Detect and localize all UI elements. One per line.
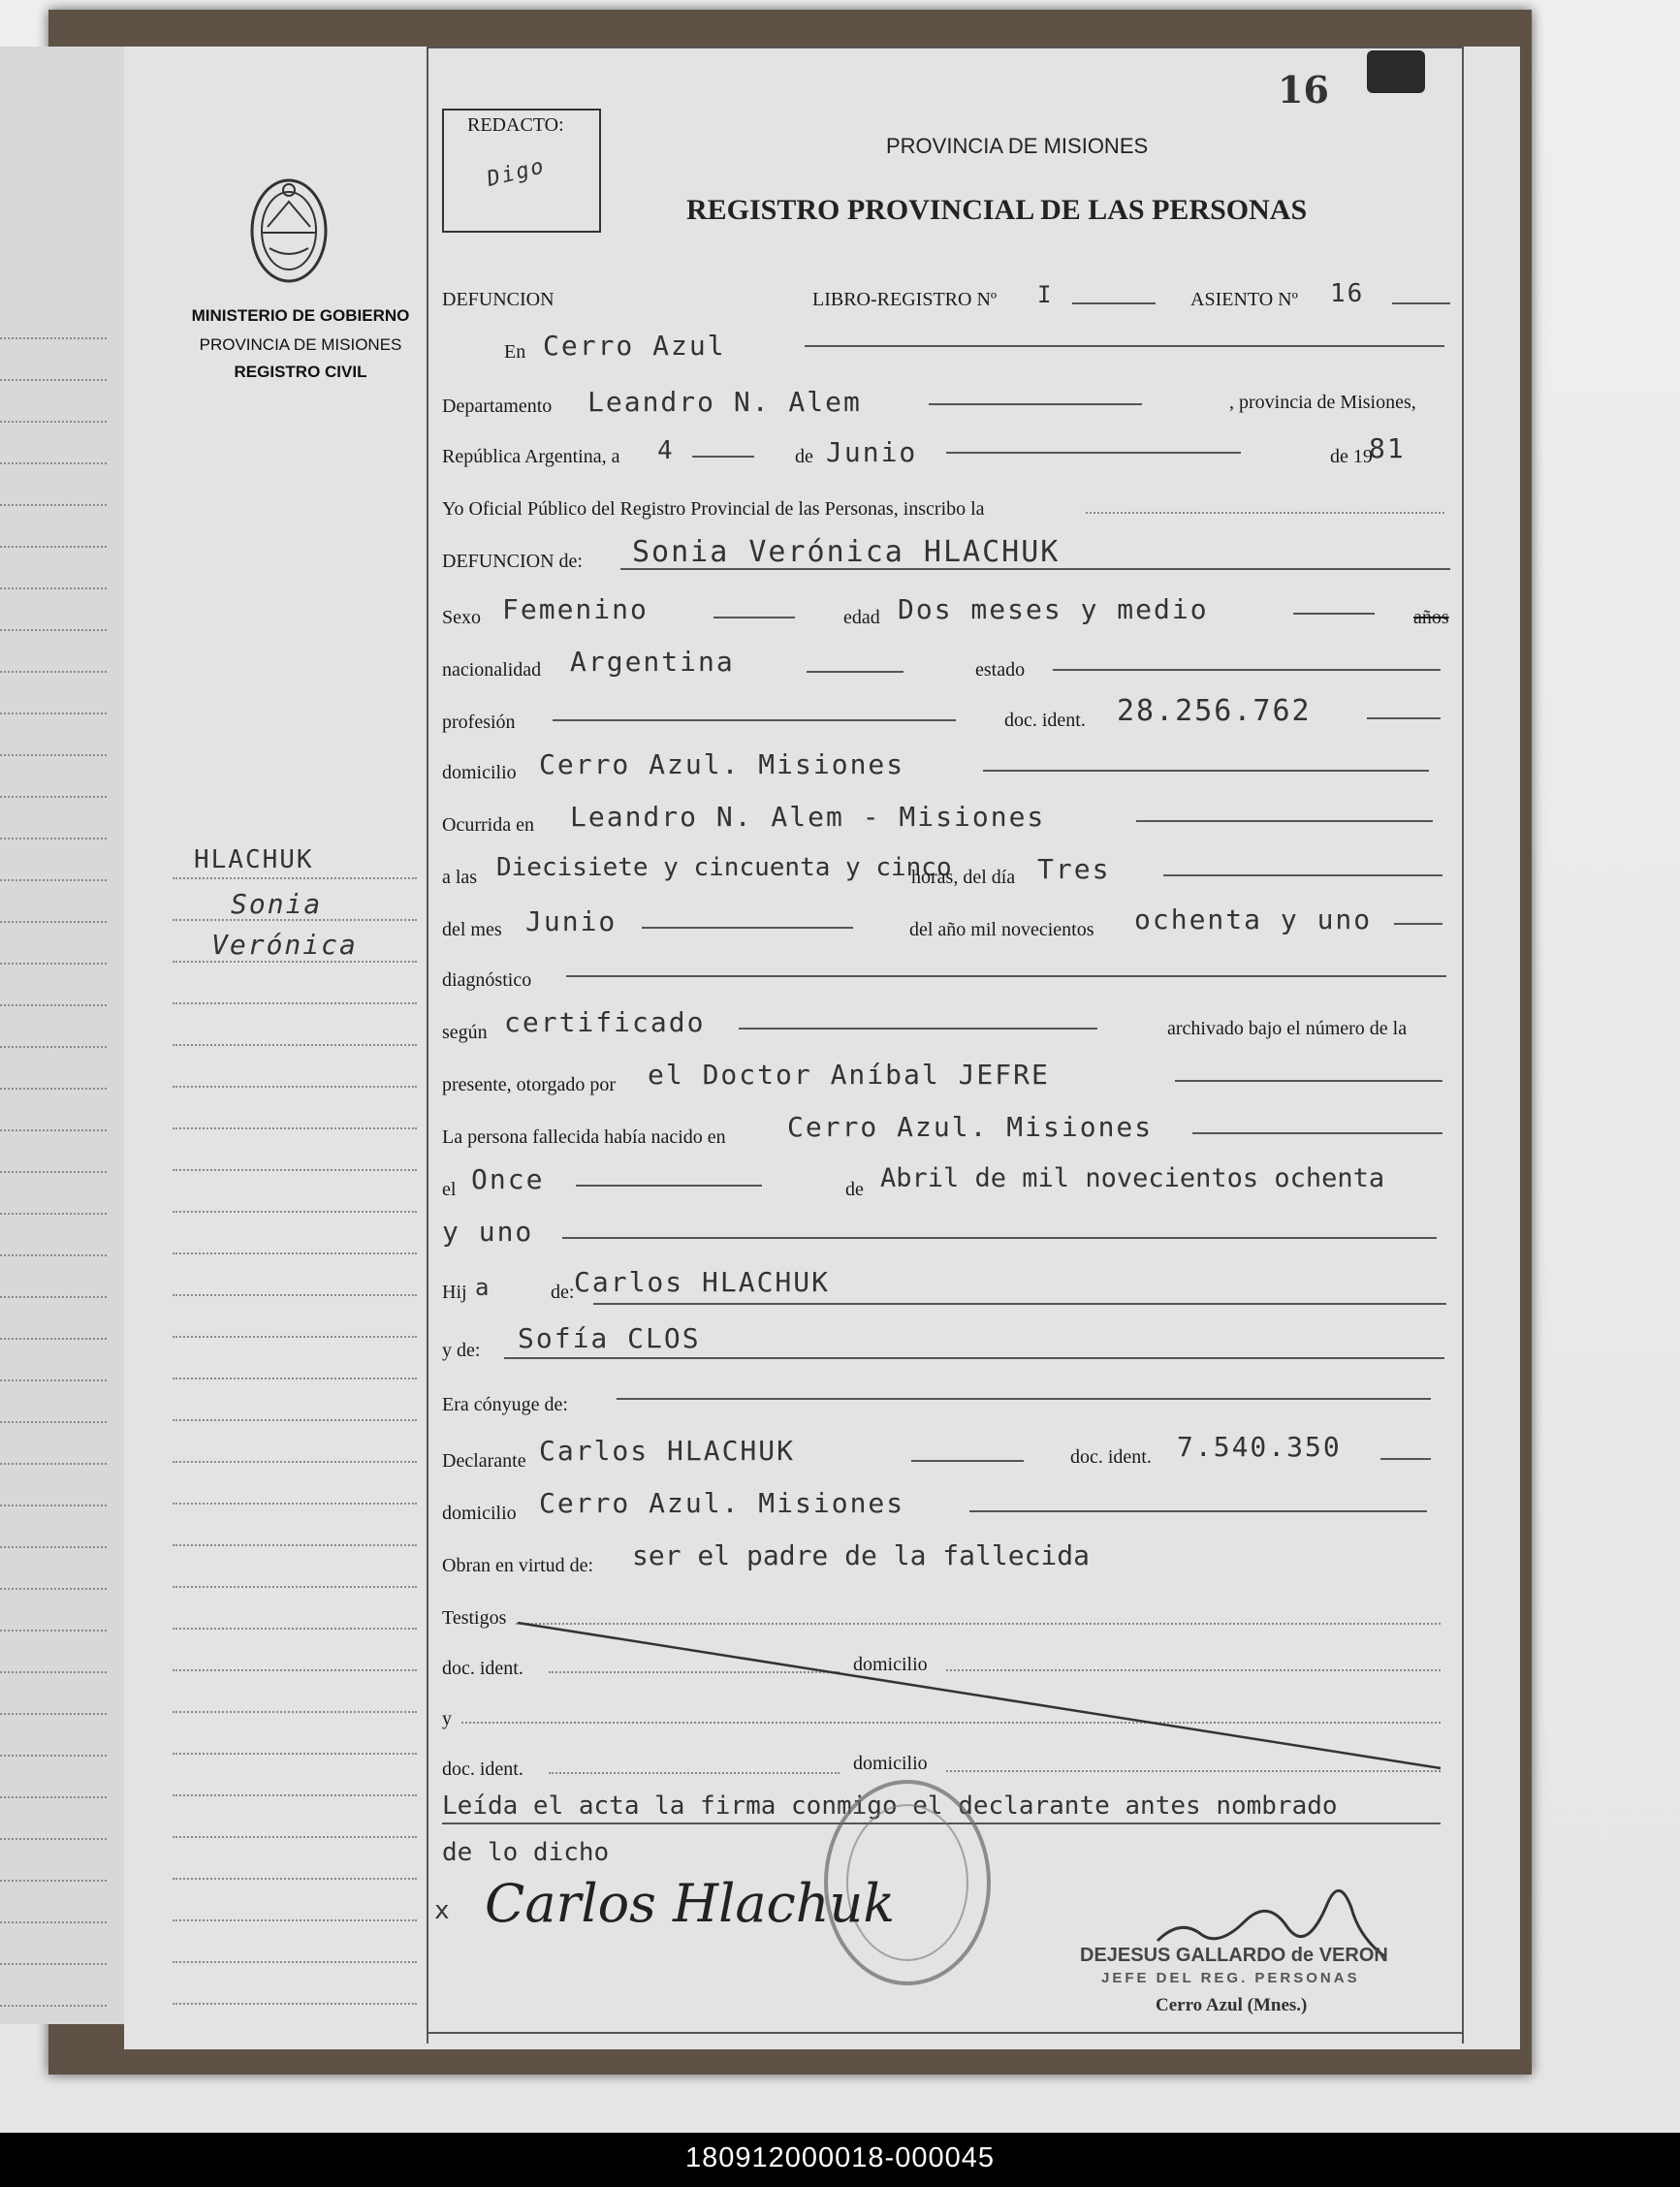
y-label: y [442,1708,452,1729]
sexo-line [713,617,795,618]
facing-page-rule [0,1921,107,1923]
testigos-doc-label: doc. ident. [442,1658,523,1679]
doc-ident-line [1367,717,1441,719]
margin-rule [173,1669,417,1671]
de-abril-value: Abril de mil novecientos ochenta [880,1163,1385,1193]
facing-page-rule [0,1088,107,1090]
facing-page-rule [0,462,107,464]
facing-page-rule [0,1129,107,1131]
facing-page-rule [0,754,107,756]
el-value: Once [471,1163,545,1195]
profesion-line [553,719,956,721]
ministry-line-3: REGISTRO CIVIL [234,363,367,381]
estado-label: estado [975,659,1026,681]
a-las-label: a las [442,867,478,888]
testigos-label: Testigos [442,1607,507,1629]
facing-page-rule [0,671,107,673]
ocurrida-value: Leandro N. Alem - Misiones [570,801,1046,833]
segun-label: según [442,1022,488,1043]
defuncion-de-label: DEFUNCION de: [442,551,583,572]
oficial-label: Yo Oficial Público del Registro Provincial de las Personas, inscribo la [442,498,985,520]
facing-page-rule [0,1838,107,1840]
ministry-line-2: PROVINCIA DE MISIONES [199,335,402,354]
facing-page-rule [0,379,107,381]
margin-rule [173,877,417,879]
estado-line [1053,669,1441,671]
page-number: 16 [1278,68,1329,111]
province-header: PROVINCIA DE MISIONES [886,134,1149,158]
sexo-value: Femenino [502,593,649,625]
en-label: En [504,341,526,363]
testigos2-doc-label: doc. ident. [442,1759,523,1780]
nacido-value: Cerro Azul. Misiones [787,1111,1154,1143]
domicilio-label: domicilio [442,762,517,783]
registry-title: REGISTRO PROVINCIAL DE LAS PERSONAS [686,194,1308,226]
margin-surname: HLACHUK [194,845,314,874]
facing-page-rule [0,546,107,548]
margin-rule [173,1127,417,1129]
facing-page-rule [0,629,107,631]
departamento-line [929,403,1142,405]
margin-rule [173,1503,417,1505]
month-value: Junio [826,436,918,468]
defuncion-label: DEFUNCION [442,289,555,310]
margin-rule [173,1586,417,1588]
asiento-label: ASIENTO Nº [1190,289,1298,310]
y-de-label: y de: [442,1340,481,1361]
testigos2-domicilio-label: domicilio [853,1753,928,1774]
margin-rule [173,1794,417,1796]
defuncion-de-line [620,568,1450,570]
day-value: 4 [657,436,675,465]
facing-page-rule [0,1254,107,1256]
redacto-initials: Digo [484,153,549,193]
margin-rule [173,1419,417,1421]
ocurrida-label: Ocurrida en [442,814,534,836]
facing-page-rule [0,838,107,840]
oficial-line [1086,512,1444,514]
year-value: 81 [1369,432,1406,464]
official-name: DEJESUS GALLARDO de VERON [1080,1945,1388,1966]
diagnostico-line [566,975,1446,977]
domicilio-line [983,770,1429,772]
margin-rule [173,1044,417,1046]
margin-first-name: Sonia [231,888,323,920]
doc-ident-label: doc. ident. [1004,710,1086,731]
top-border [428,47,1462,48]
del-ano-label: del año mil novecientos [909,919,1094,940]
facing-page-rule [0,921,107,923]
year-label: de 19 [1330,446,1373,467]
provincial-emblem [246,173,332,287]
libro-label: LIBRO-REGISTRO Nº [812,289,998,310]
anos-label: años [1413,607,1449,628]
declarante-domicilio-value: Cerro Azul. Misiones [539,1487,905,1519]
declarante-domicilio-line [969,1510,1427,1512]
margin-rule [173,1252,417,1254]
madre-value: Sofía CLOS [518,1322,701,1354]
redacto-box [442,109,601,233]
facing-page-rule [0,1379,107,1381]
facing-page-rule [0,1004,107,1006]
closing-line-1: Leída el acta la firma conmigo el declarante antes nombrado [442,1791,1338,1821]
facing-page-rule [0,796,107,798]
facing-page-rule [0,1796,107,1798]
facing-page-rule [0,1463,107,1465]
margin-rule [173,1711,417,1713]
mes-line [642,927,853,929]
corner-tab [1367,50,1425,93]
facing-page-rule [0,1880,107,1882]
testigos-domicilio-label: domicilio [853,1654,928,1675]
nacido-label: La persona fallecida había nacido en [442,1126,726,1148]
del-mes-label: del mes [442,919,502,940]
signature-x: x [434,1896,452,1925]
closing-line-2: de lo dicho [442,1838,610,1867]
facing-page-rule [0,1671,107,1673]
conyuge-label: Era cónyuge de: [442,1394,568,1415]
el-line [576,1185,762,1187]
margin-rule [173,1002,417,1004]
margin-divider [427,47,428,2044]
ministry-line-1: MINISTERIO DE GOBIERNO [191,306,410,325]
provincia-label: , provincia de Misiones, [1229,392,1416,413]
asiento-line [1392,302,1450,304]
declarante-value: Carlos HLACHUK [539,1435,796,1467]
defuncion-de-value: Sonia Verónica HLACHUK [632,535,1061,569]
facing-page-rule [0,879,107,881]
obran-label: Obran en virtud de: [442,1555,594,1576]
dia-line [1163,874,1442,876]
declarante-signature: Carlos Hlachuk [485,1873,896,1934]
margin-rule [173,1336,417,1338]
margin-rule [173,1294,417,1296]
month-de-label: de [795,446,813,467]
facing-page-rule [0,1963,107,1965]
continuacion-value: y uno [442,1216,534,1248]
presente-label: presente, otorgado por [442,1074,617,1095]
facing-page-rule [0,1505,107,1506]
horas-label: horas, del día [911,867,1016,888]
presente-value: el Doctor Aníbal JEFRE [648,1059,1050,1091]
redacto-label: REDACTO: [467,114,564,136]
ocurrida-line [1136,820,1433,822]
margin-middle-name: Verónica [211,929,358,961]
departamento-label: Departamento [442,396,553,417]
dia-value: Tres [1037,853,1111,885]
facing-page-rule [0,1296,107,1298]
edad-line [1293,613,1375,615]
facing-page-rule [0,1421,107,1423]
margin-rule [173,1544,417,1546]
strike-line [514,1617,1444,1772]
obran-value: ser el padre de la fallecida [632,1539,1091,1571]
departamento-value: Leandro N. Alem [587,386,862,418]
declarante-label: Declarante [442,1450,526,1472]
hija-de-label: de: [551,1282,575,1303]
libro-value: I [1037,281,1054,308]
facing-page-rule [0,337,107,339]
margin-rule [173,1919,417,1921]
presente-line [1175,1080,1442,1082]
facing-page-rule [0,1713,107,1715]
margin-rule [173,1628,417,1630]
padre-line [593,1303,1446,1305]
libro-line [1072,302,1156,304]
declarante-doc-label: doc. ident. [1070,1446,1152,1468]
facing-page-rule [0,1213,107,1215]
margin-rule [173,1169,417,1171]
right-border [1462,47,1464,2044]
margin-rule [173,1211,417,1213]
segun-line [739,1028,1097,1030]
en-line [805,345,1444,347]
facing-page-rule [0,1171,107,1173]
facing-page-rule [0,1338,107,1340]
facing-page-rule [0,963,107,965]
declarante-line [911,1460,1024,1462]
margin-rule [173,1086,417,1088]
facing-page-rule [0,504,107,506]
el-label: el [442,1179,457,1200]
facing-page-rule [0,1630,107,1632]
archivado-label: archivado bajo el número de la [1167,1018,1408,1039]
declarante-doc-value: 7.540.350 [1177,1431,1342,1463]
sexo-label: Sexo [442,607,481,628]
domicilio-value: Cerro Azul. Misiones [539,748,905,780]
facing-page-rule [0,421,107,423]
facing-page-rule [0,587,107,589]
madre-line [504,1357,1444,1359]
bottom-border [428,2032,1462,2034]
facing-page-rule [0,713,107,714]
asiento-value: 16 [1330,279,1365,308]
nacionalidad-line [807,671,903,673]
margin-rule [173,1878,417,1880]
edad-value: Dos meses y medio [898,593,1209,625]
official-place: Cerro Azul (Mnes.) [1156,1995,1308,2015]
de-abril-label: de [845,1179,864,1200]
nacido-line [1192,1132,1442,1134]
margin-rule [173,1836,417,1838]
hija-suffix: a [475,1274,491,1301]
conyuge-line [617,1398,1431,1400]
edad-label: edad [843,607,880,628]
margin-rule [173,2003,417,2005]
a-las-value: Diecisiete y cincuenta y cinco [496,853,952,882]
facing-page-rule [0,1755,107,1757]
margin-rule [173,961,417,963]
declarante-domicilio-label: domicilio [442,1503,517,1524]
facing-page-rule [0,2005,107,2007]
padre-value: Carlos HLACHUK [574,1266,831,1298]
hija-label: Hij [442,1282,467,1303]
facing-page-edge [0,47,126,2024]
day-line [692,456,754,458]
ano-value: ochenta y uno [1134,903,1373,935]
testigos2-doc-line [549,1772,840,1774]
month-line [946,452,1241,454]
mes-value: Junio [525,905,618,937]
profesion-label: profesión [442,712,516,733]
official-title: JEFE DEL REG. PERSONAS [1101,1970,1360,1986]
republica-label: República Argentina, a [442,446,620,467]
reference-number: 180912000018-000045 [685,2142,995,2173]
nacionalidad-value: Argentina [570,646,735,678]
doc-ident-value: 28.256.762 [1117,694,1312,728]
continuacion-line [562,1237,1437,1239]
declarante-doc-line [1380,1458,1431,1460]
ano-line [1394,923,1442,925]
margin-rule [173,1961,417,1963]
margin-rule [173,1378,417,1379]
en-value: Cerro Azul [543,330,726,362]
facing-page-rule [0,1046,107,1048]
facing-page-rule [0,1546,107,1548]
margin-rule [173,1461,417,1463]
nacionalidad-label: nacionalidad [442,659,542,681]
facing-page-rule [0,1588,107,1590]
diagnostico-label: diagnóstico [442,969,532,991]
segun-value: certificado [504,1006,706,1038]
margin-rule [173,1753,417,1755]
